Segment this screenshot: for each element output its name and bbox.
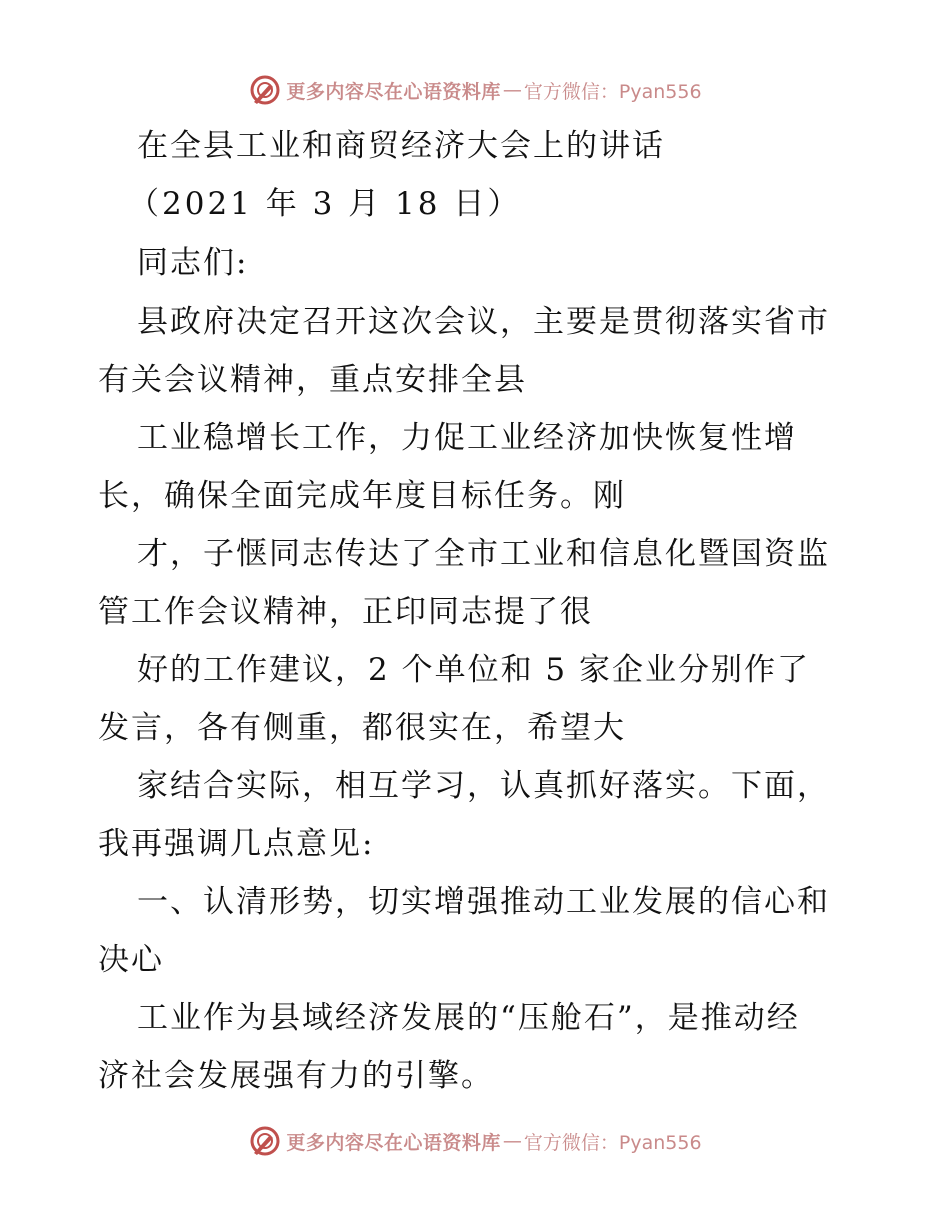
- paragraph-line: 有关会议精神，重点安排全县: [98, 362, 527, 398]
- paragraph-line: 济社会发展强有力的引擎。: [98, 1058, 494, 1094]
- section-heading-continued: 决心: [98, 942, 164, 978]
- watermark-separator: —: [502, 1130, 522, 1152]
- paragraph-line: 发言，各有侧重，都很实在，希望大: [98, 710, 626, 746]
- paragraph-line: 工业作为县域经济发展的“压舱石”，是推动经: [137, 1000, 800, 1036]
- pen-circle-logo-icon: [248, 73, 282, 107]
- footer-watermark: [0, 1121, 950, 1161]
- document-title: 在全县工业和商贸经济大会上的讲话: [137, 128, 665, 164]
- salutation: 同志们:: [137, 245, 249, 281]
- document-date: （2021 年 3 月 18 日）: [128, 186, 522, 222]
- paragraph-line: 长，确保全面完成年度目标任务。刚: [98, 478, 626, 514]
- watermark-contact: 官方微信：Pyan556: [523, 1131, 702, 1154]
- paragraph-line: 工业稳增长工作，力促工业经济加快恢复性增: [137, 420, 797, 456]
- paragraph-line: 家结合实际，相互学习，认真抓好落实。下面，: [137, 768, 830, 804]
- paragraph-line: 县政府决定召开这次会议，主要是贯彻落实省市: [137, 304, 830, 340]
- watermark-text: 更多内容尽在心语资料库: [286, 80, 501, 103]
- watermark-text: 更多内容尽在心语资料库: [286, 1131, 501, 1154]
- watermark-contact: 官方微信：Pyan556: [523, 80, 702, 103]
- section-heading: 一、认清形势，切实增强推动工业发展的信心和: [137, 884, 830, 920]
- header-watermark: [0, 70, 950, 110]
- paragraph-line: 才，子惬同志传达了全市工业和信息化暨国资监: [137, 536, 830, 572]
- paragraph-line: 管工作会议精神，正印同志提了很: [98, 594, 593, 630]
- paragraph-line: 我再强调几点意见:: [98, 826, 375, 862]
- paragraph-line: 好的工作建议，2 个单位和 5 家企业分别作了: [137, 652, 811, 688]
- watermark-separator: —: [502, 79, 522, 101]
- pen-circle-logo-icon: [248, 1124, 282, 1158]
